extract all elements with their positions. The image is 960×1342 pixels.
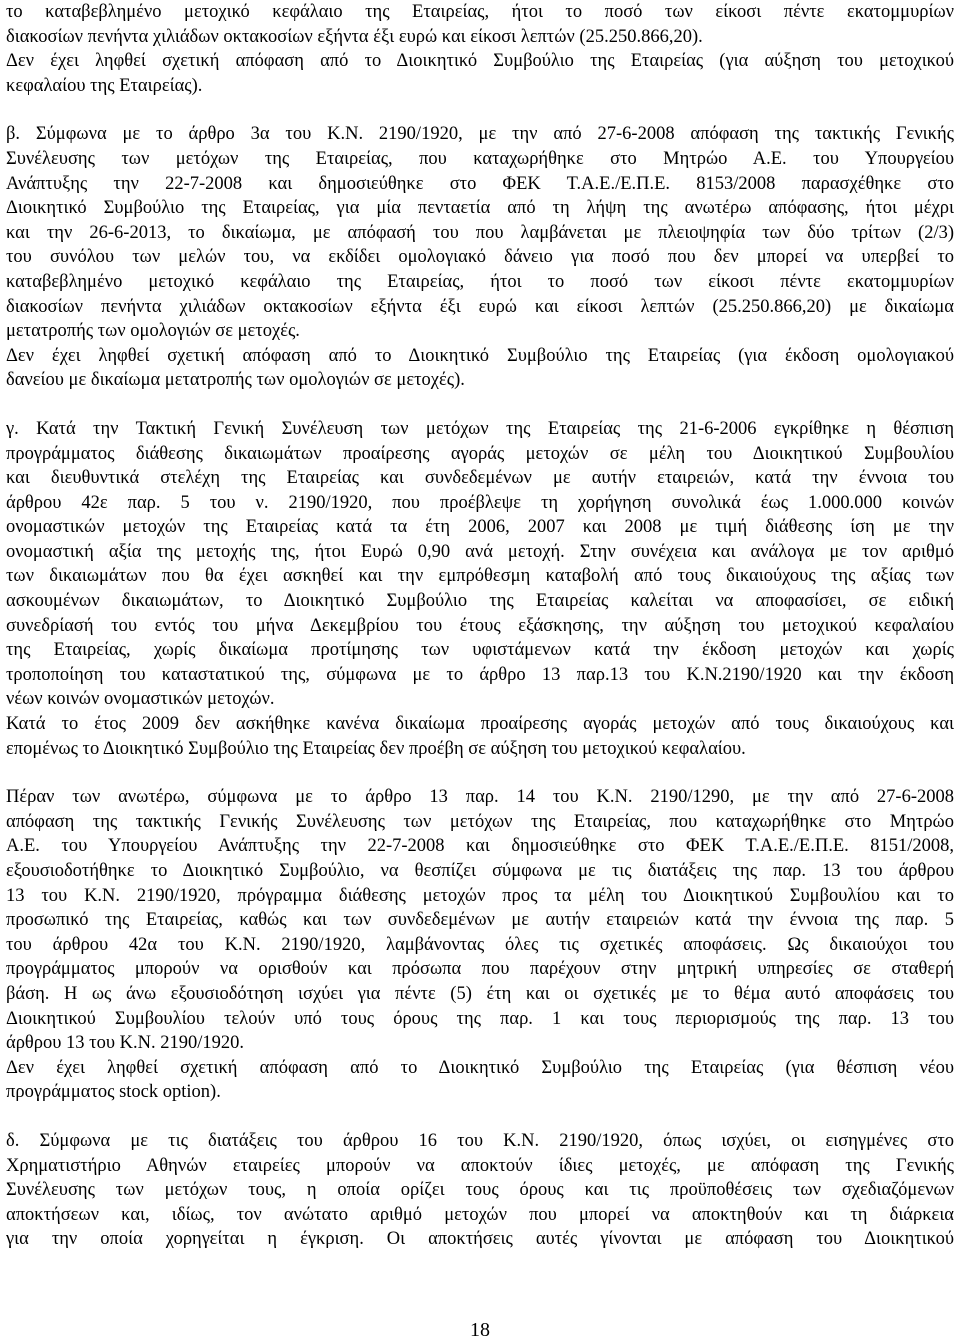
text-line: δανείου με δικαίωμα μετατροπής των ομολογιών σε μετοχές). [6, 370, 465, 391]
text-line: ονομαστικών μετοχών της Εταιρείας κατά τα έτη 2006, 2007 και 2008 με τιμή διάθεσης ίση με την [6, 517, 954, 538]
text-line: προγράμματος μπορούν να ορισθούν και πρόσωπα που παρέχουν στην μητρική υπηρεσίες σε σταθερή [6, 959, 954, 980]
text-line: Διοικητικό Συμβούλιο της Εταιρείας, για μία πενταετία από τη λήψη της ανωτέρω απόφασης, ήτοι μέχρι [6, 198, 954, 219]
text-line: διακοσίων πενήντα χιλιάδων οκτακοσίων εξήντα έξι ευρώ και είκοσι λεπτών (25.250.866,20) με δικαίωμα [6, 296, 954, 317]
text-line: του άρθρου 42α του Κ.Ν. 2190/1920, λαμβάνοντας όλες τις σχετικές αποφάσεις. Ως δικαιούχοι του [6, 934, 954, 955]
paragraph-spacer [6, 393, 954, 417]
text-line: προγράμματος διάθεσης δικαιωμάτων προαίρεσης αγοράς μετοχών σε μέλη του Διοικητικού Συμβουλίου [6, 443, 954, 464]
text-line: Διοικητικού Συμβουλίου τελούν υπό τους όρους της παρ. 1 και τους περιορισμούς της παρ. 13 του [6, 1008, 954, 1029]
text-line: το καταβεβλημένο μετοχικό κεφάλαιο της Εταιρείας, ήτοι το ποσό των είκοσι πέντε εκατομμυρίων [6, 2, 954, 22]
text-line: συνεδρίασή του εντός του μήνα Δεκεμβρίου του έτους εξάσκησης, την αύξηση του μετοχικού κεφαλαίου [6, 615, 954, 636]
text-line: κεφαλαίου της Εταιρείας). [6, 75, 203, 96]
text-line: της Εταιρείας, χωρίς δικαίωμα προτίμησης των υφιστάμενων κατά την έκδοση μετοχών και χωρίς [6, 640, 954, 661]
text-line: Δεν έχει ληφθεί σχετική απόφαση από το Διοικητικό Συμβούλιο της Εταιρείας (για θέσπιση νέου [6, 1057, 954, 1078]
text-line: τροποποίηση του καταστατικού της, σύμφωνα με το άρθρο 13 παρ.13 του Κ.Ν.2190/1920 και την έκδοση [6, 664, 954, 685]
text-line: άρθρου 42ε παρ. 5 του ν. 2190/1920, που προέβλεψε τη χορήγηση συνολικά έως 1.000.000 κοινών [6, 492, 954, 513]
text-line: 13 του Κ.Ν. 2190/1920, πρόγραμμα διάθεσης μετοχών προς τα μέλη του Διοικητικού Συμβουλίου και το [6, 885, 954, 906]
text-line: του συνόλου των μελών του, να εκδίδει ομολογιακό δάνειο για ποσό που δεν μπορεί να υπερβεί το [6, 247, 954, 268]
text-line: άρθρου 13 του Κ.Ν. 2190/1920. [6, 1033, 245, 1054]
paragraph-section-c [6, 417, 954, 761]
text-line: ονομαστική αξία της μετοχής της, ήτοι Ευρώ 0,90 ανά μετοχή. Στην συνέχεια και ανάλογα με τον αριθμό [6, 541, 954, 562]
page-number: 18 [470, 1319, 490, 1341]
text-line: των δικαιωμάτων που θα έχει ασκηθεί και την εμπρόθεσμη καταβολή από τους δικαιούχους της αξίας των [6, 566, 954, 587]
text-line: απόφαση της τακτικής Γενικής Συνέλευσης των μετόχων της Εταιρείας, που καταχωρήθηκε στο Μητρώο [6, 811, 954, 832]
text-line: βάση. Η ως άνω εξουσιοδότηση ισχύει για πέντε (5) έτη και οι σχετικές με το θέμα αυτό αποφάσεις του [6, 983, 954, 1004]
text-line: αποκτήσεων και, ιδίως, τον ανώτατο αριθμό μετοχών που μπορεί να αποκτηθούν και τη διάρκεια [6, 1204, 954, 1225]
text-line: επομένως το Διοικητικό Συμβούλιο της Εταιρείας δεν προέβη σε αύξηση του μετοχικού κεφαλαίου. [6, 738, 746, 759]
paragraph-spacer [6, 1105, 954, 1129]
text-line: μετατροπής των ομολογιών σε μετοχές. [6, 321, 300, 342]
text-line: προγράμματος stock option). [6, 1082, 221, 1103]
text-line: καταβεβλημένο μετοχικό κεφάλαιο της Εταιρείας, ήτοι το ποσό των είκοσι πέντε εκατομμυρίων [6, 271, 954, 292]
text-line: νέων κοινών ονομαστικών μετοχών. [6, 689, 275, 710]
text-line: δ. Σύμφωνα με τις διατάξεις του άρθρου 16 του Κ.Ν. 2190/1920, όπως ισχύει, οι εισηγμένες στο [6, 1130, 954, 1151]
text-line: για την οποία χορηγείται η έγκριση. Οι αποκτήσεις αυτές γίνονται με απόφαση του Διοικητικού [6, 1229, 954, 1250]
text-line: Πέραν των ανωτέρω, σύμφωνα με το άρθρο 13 παρ. 14 του Κ.Ν. 2190/1290, με την από 27-6-2008 [6, 787, 954, 808]
paragraph-intro [6, 0, 954, 98]
text-line: Συνέλευσης των μετόχων της Εταιρείας, που καταχωρήθηκε στο Μητρώο Α.Ε. του Υπουργείου [6, 148, 954, 169]
paragraph-spacer [6, 98, 954, 122]
text-line: Δεν έχει ληφθεί σχετική απόφαση από το Διοικητικό Συμβούλιο της Εταιρείας (για έκδοση ομολογιακού [6, 345, 954, 366]
text-line: προσωπικό της Εταιρείας, καθώς και των συνδεδεμένων με αυτήν εταιρειών κατά την έννοια της παρ. 5 [6, 910, 954, 931]
text-line: Δεν έχει ληφθεί σχετική απόφαση από το Διοικητικό Συμβούλιο της Εταιρείας (για αύξηση του μετοχικού [6, 51, 954, 72]
text-line: Κατά το έτος 2009 δεν ασκήθηκε κανένα δικαίωμα προαίρεσης αγοράς μετοχών από τους δικαιούχους και [6, 714, 954, 735]
text-line: Α.Ε. του Υπουργείου Ανάπτυξης την 22-7-2008 και δημοσιεύθηκε στο ΦΕΚ Τ.Α.Ε./Ε.Π.Ε. 8151/2008, [6, 836, 954, 857]
text-line: Χρηματιστήριο Αθηνών εταιρείες μπορούν να αποκτούν ίδιες μετοχές, με απόφαση της Γενικής [6, 1155, 954, 1176]
paragraph-spacer [6, 761, 954, 785]
paragraph-section-b [6, 122, 954, 393]
text-line: εξουσιοδοτήθηκε το Διοικητικό Συμβούλιο, να θεσπίζει σύμφωνα με τις διατάξεις της παρ. 13 του άρθρου [6, 861, 954, 881]
paragraph-section-d [6, 1129, 954, 1252]
paragraph-further-authorization [6, 785, 954, 1105]
text-line: Συνέλευσης των μετόχων τους, η οποία ορίζει τους όρους και τις προϋποθέσεις των σχεδιαζόμενων [6, 1180, 954, 1201]
document-page [6, 0, 954, 1252]
text-line: και την 26-6-2013, το δικαίωμα, με απόφασή του που λαμβάνεται με πλειοψηφία των δύο τρίτων (2/3) [6, 222, 954, 243]
text-line: Ανάπτυξης την 22-7-2008 και δημοσιεύθηκε στο ΦΕΚ Τ.Α.Ε./Ε.Π.Ε. 8153/2008 παρασχέθηκε στο [6, 173, 954, 194]
text-line: ασκουμένων δικαιωμάτων, το Διοικητικό Συμβούλιο της Εταιρείας καλείται να αποφασίσει, σε ειδική [6, 591, 954, 612]
text-line: και διευθυντικά στελέχη της Εταιρείας και συνδεδεμένων με αυτήν εταιρειών, κατά την έννοια του [6, 468, 954, 489]
text-line: διακοσίων πενήντα χιλιάδων οκτακοσίων εξήντα έξι ευρώ και είκοσι λεπτών (25.250.866,20). [6, 26, 703, 47]
text-line: γ. Κατά την Τακτική Γενική Συνέλευση των μετόχων της Εταιρείας της 21-6-2006 εγκρίθηκε η θέσπιση [6, 418, 954, 439]
text-line: β. Σύμφωνα με το άρθρο 3α του Κ.Ν. 2190/1920, με την από 27-6-2008 απόφαση της τακτικής Γενικής [6, 124, 954, 145]
